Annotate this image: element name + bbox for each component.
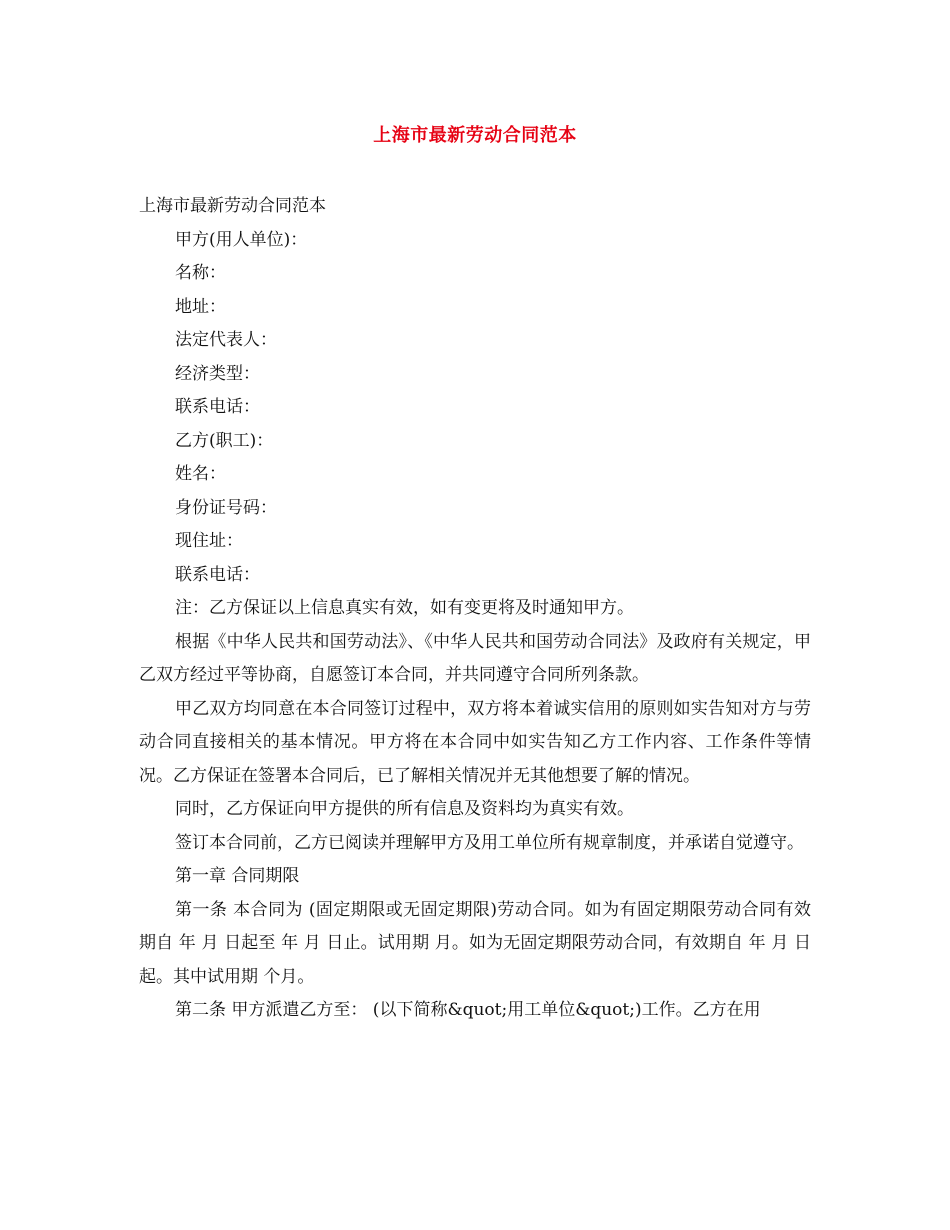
paragraph: 身份证号码： [175,497,277,518]
paragraph: 签订本合同前，乙方已阅读并理解甲方及用工单位所有规章制度，并承诺自觉遵守。 [175,832,804,853]
paragraph: 上海市最新劳动合同范本 [139,196,326,216]
paragraph: 姓名： [175,464,226,484]
document-body [139,190,811,1028]
paragraph: 经济类型： [175,363,260,384]
paragraph: 联系电话： [175,397,260,417]
paragraph: 法定代表人： [175,330,277,350]
paragraph: 甲乙双方均同意在本合同签订过程中，双方将本着诚实信用的原则如实告知对方与劳动合同直接相关的基本情况。甲方将在本合同中如实告知乙方工作内容、工作条件等情况。乙方保证在签署本合同后，已了解相关情况并无其他想要了解的情况。 [139,698,811,786]
paragraph: 第一章 合同期限 [175,866,300,886]
paragraph: 第一条 本合同为 (固定期限或无固定期限)劳动合同。如为有固定期限劳动合同有效期自 年 月 日起至 年 月 日止。试用期 月。如为无固定期限劳动合同，有效期自 年 月 日起。其中试用期 个月。 [139,899,811,987]
paragraph: 同时，乙方保证向甲方提供的所有信息及资料均为真实有效。 [175,799,634,819]
paragraph: 注：乙方保证以上信息真实有效，如有变更将及时通知甲方。 [175,598,634,618]
paragraph: 乙方(职工)： [175,430,274,451]
paragraph: 根据《中华人民共和国劳动法》、《中华人民共和国劳动合同法》及政府有关规定，甲乙双方经过平等协商，自愿签订本合同，并共同遵守合同所列条款。 [139,631,811,685]
paragraph: 甲方(用人单位)： [175,229,308,250]
paragraph: 地址： [175,296,226,317]
paragraph: 联系电话： [175,564,260,585]
document-title: 上海市最新劳动合同范本 [373,125,577,146]
paragraph: 名称： [175,263,226,283]
paragraph: 第二条 甲方派遣乙方至： (以下简称&quot;用工单位&quot;)工作。乙方在用 [175,1000,761,1020]
paragraph: 现住址： [175,531,243,551]
